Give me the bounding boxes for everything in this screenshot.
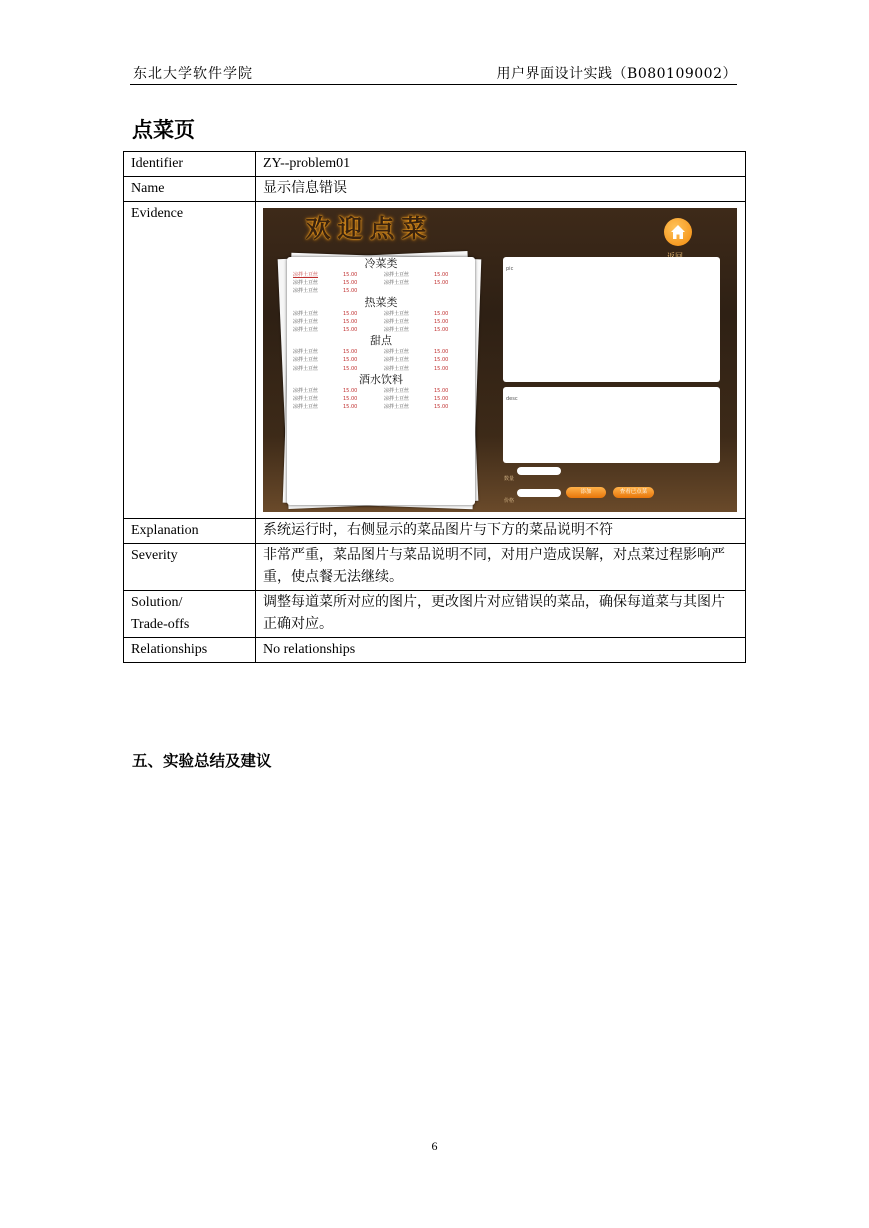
category-title: 热菜类 (364, 296, 398, 309)
desc-label: desc (506, 396, 518, 402)
dish-price: 15.00 (434, 396, 449, 403)
dish-link[interactable]: 凉拌土豆丝 (293, 327, 319, 334)
dish-link[interactable]: 凉拌土豆丝 (293, 310, 319, 317)
view-ordered-button[interactable]: 查看已点菜 (613, 487, 654, 498)
menu-category (287, 258, 475, 296)
dish-link[interactable]: 凉拌土豆丝 (293, 318, 319, 325)
category-title: 甜点 (370, 335, 392, 348)
explanation-key: Explanation (124, 519, 256, 544)
dish-price: 15.00 (434, 272, 449, 278)
row-name (124, 177, 746, 202)
header-left: 东北大学软件学院 (133, 66, 253, 82)
row-explanation (124, 519, 746, 544)
dish-price: 15.00 (343, 288, 358, 295)
summary-heading: 五、实验总结及建议 (132, 752, 272, 770)
dish-price: 15.00 (343, 396, 358, 403)
menu-row (287, 326, 475, 334)
row-relationships (124, 638, 746, 663)
title-char: 菜 (401, 214, 427, 243)
evidence-key: Evidence (124, 202, 256, 519)
header-right: 用户界面设计实践（B080109002） (496, 66, 737, 82)
dish-price: 15.00 (434, 280, 449, 287)
dish-price: 15.00 (343, 404, 358, 411)
dish-price: 15.00 (434, 387, 449, 394)
dish-link[interactable]: 凉拌土豆丝 (384, 310, 410, 317)
solution-value: 调整每道菜所对应的图片，更改图片对应错误的菜品，确保每道菜与其图片正确对应。 (256, 591, 746, 638)
title-char: 点 (369, 214, 395, 243)
solution-key-line1: Solution/ (131, 595, 183, 610)
dish-link[interactable]: 凉拌土豆丝 (384, 349, 410, 356)
menu-paper (287, 257, 475, 505)
dish-link[interactable]: 凉拌土豆丝 (293, 280, 319, 287)
severity-value: 非常严重，菜品图片与菜品说明不同，对用户造成误解，对点菜过程影响严重，使点餐无法继续。 (256, 544, 746, 591)
add-button[interactable]: 添加 (566, 487, 606, 498)
dish-price: 15.00 (343, 349, 358, 356)
dish-price: 15.00 (343, 280, 358, 287)
quantity-label: 数量 (504, 476, 515, 482)
solution-key-line2: Trade-offs (131, 617, 190, 632)
dish-price: 15.00 (343, 357, 358, 364)
menu-row (287, 387, 475, 395)
dish-price: 15.00 (343, 272, 358, 278)
dish-price: 15.00 (343, 318, 358, 325)
solution-key (124, 591, 256, 638)
dish-link[interactable]: 凉拌土豆丝 (384, 365, 410, 372)
dish-link[interactable]: 凉拌土豆丝 (293, 288, 319, 295)
price-label: 价格 (504, 498, 515, 504)
title-char: 迎 (337, 214, 363, 243)
home-button[interactable] (664, 218, 692, 246)
menu-category (287, 374, 475, 412)
evidence-screenshot (263, 208, 737, 512)
dish-price: 15.00 (343, 365, 358, 372)
dish-link[interactable]: 凉拌土豆丝 (293, 365, 319, 372)
dish-price: 15.00 (434, 318, 449, 325)
dish-picture-panel (503, 257, 720, 382)
dish-link[interactable]: 凉拌土豆丝 (293, 349, 319, 356)
pic-label: pic (506, 266, 514, 272)
menu-row (287, 310, 475, 318)
quantity-input[interactable] (517, 467, 561, 475)
row-evidence (124, 202, 746, 519)
dish-link[interactable]: 凉拌土豆丝 (293, 387, 319, 394)
severity-key: Severity (124, 544, 256, 591)
dish-price: 15.00 (343, 310, 358, 317)
dish-link[interactable] (384, 287, 434, 295)
title-char: 欢 (305, 214, 331, 243)
row-solution (124, 591, 746, 638)
price-input[interactable] (517, 489, 561, 497)
dish-link[interactable]: 凉拌土豆丝 (384, 404, 410, 411)
dish-price: 15.00 (343, 327, 358, 334)
category-title: 冷菜类 (364, 258, 398, 270)
dish-link[interactable]: 凉拌土豆丝 (384, 280, 410, 287)
identifier-value: ZY--problem01 (256, 152, 746, 177)
evidence-value (256, 202, 746, 519)
menu-row (287, 271, 475, 279)
menu-row (287, 356, 475, 364)
explanation-value: 系统运行时，右侧显示的菜品图片与下方的菜品说明不符 (256, 519, 746, 544)
dish-link[interactable]: 凉拌土豆丝 (293, 396, 319, 403)
dish-price: 15.00 (434, 310, 449, 317)
dish-link[interactable]: 凉拌土豆丝 (384, 327, 410, 334)
dish-link[interactable]: 凉拌土豆丝 (384, 396, 410, 403)
dish-price: 15.00 (434, 365, 449, 372)
relationships-value: No relationships (256, 638, 746, 663)
menu-row (287, 279, 475, 287)
identifier-key: Identifier (124, 152, 256, 177)
menu-row (287, 365, 475, 373)
category-title: 酒水饮料 (359, 373, 403, 386)
menu-category (287, 297, 475, 335)
page-number: 6 (431, 1139, 438, 1153)
dish-price: 15.00 (343, 387, 358, 394)
issue-table (123, 151, 746, 663)
dish-price: 15.00 (434, 404, 449, 411)
dish-price (434, 287, 475, 295)
dish-description-panel (503, 387, 720, 463)
menu-row (287, 348, 475, 356)
dish-price: 15.00 (434, 357, 449, 364)
header-rule (130, 84, 737, 85)
section-title: 点菜页 (132, 118, 195, 142)
dish-link[interactable]: 凉拌土豆丝 (293, 357, 319, 364)
name-key: Name (124, 177, 256, 202)
welcome-title (305, 216, 427, 242)
menu-row (287, 318, 475, 326)
menu-row (287, 395, 475, 403)
dish-price: 15.00 (434, 349, 449, 356)
home-icon (670, 224, 686, 240)
dish-link[interactable]: 凉拌土豆丝 (384, 272, 410, 278)
dish-link[interactable]: 凉拌土豆丝 (384, 387, 410, 394)
dish-link[interactable]: 凉拌土豆丝 (293, 272, 319, 278)
menu-row (287, 287, 475, 295)
row-severity (124, 544, 746, 591)
relationships-key: Relationships (124, 638, 256, 663)
menu-row (287, 403, 475, 411)
dish-price: 15.00 (434, 327, 449, 334)
menu-category (287, 335, 475, 373)
dish-link[interactable]: 凉拌土豆丝 (384, 357, 410, 364)
dish-link[interactable]: 凉拌土豆丝 (384, 318, 410, 325)
dish-link[interactable]: 凉拌土豆丝 (293, 404, 319, 411)
row-identifier (124, 152, 746, 177)
name-value: 显示信息错误 (256, 177, 746, 202)
